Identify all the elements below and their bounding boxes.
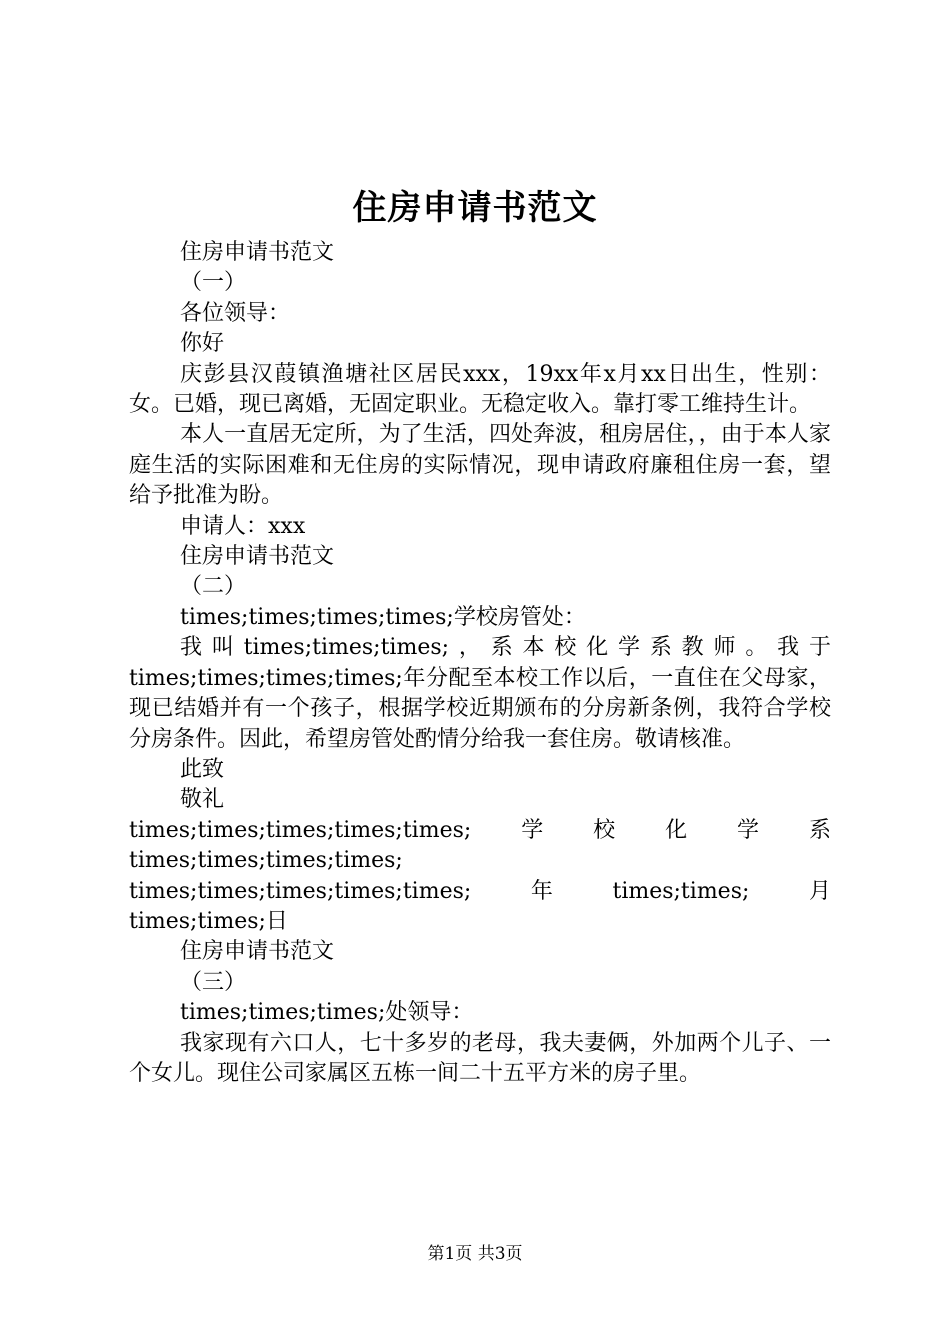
- document-body: [129, 238, 831, 1089]
- section-heading: 住房申请书范文: [180, 544, 335, 570]
- salutation: times;times;times;times;学校房管处：: [180, 604, 586, 630]
- signature-line: times;times;times;times;: [129, 848, 403, 874]
- closing-line: 此致: [180, 756, 225, 782]
- body-paragraph: 我家现有六口人，七十多岁的老母，我夫妻俩，外加两个儿子、一个女儿。现住公司家属区五栋一间二十五平方米的房子里。: [129, 1030, 831, 1086]
- salutation: times;times;times;处领导：: [180, 1000, 474, 1026]
- section-heading: 住房申请书范文: [180, 939, 335, 965]
- section-heading: 住房申请书范文: [180, 240, 335, 265]
- section-number: （一）: [180, 270, 247, 296]
- applicant-signature: 申请人：xxx: [180, 513, 306, 539]
- closing-line: 敬礼: [180, 787, 225, 813]
- salutation: 各位领导：: [180, 300, 291, 326]
- body-paragraph: 我叫times;times;times;，系本校化学系教师。我于times;times;times;times;年分配至本校工作以后，一直住在父母家，现已结婚并有一个孩子，根据学校近期颁布的分房新条例，我符合学校分房条件。因此，希望房管处酌情分给我一套住房。敬请核准。: [129, 635, 831, 752]
- signature-line: times;times;times;times;times;学校化学系: [129, 817, 831, 843]
- body-paragraph: 庆彭县汉葭镇渔塘社区居民xxx，19xx年x月xx日出生，性别：女。已婚，现已离婚，无固定职业。无稳定收入。靠打零工维持生计。: [129, 361, 831, 418]
- page-title: 住房申请书范文: [352, 188, 598, 228]
- section-number: （二）: [180, 574, 247, 600]
- page-footer: 第1页 共3页: [427, 1244, 523, 1264]
- greeting: 你好: [180, 331, 225, 357]
- date-line: times;times;日: [129, 908, 288, 934]
- section-number: （三）: [180, 969, 247, 995]
- body-paragraph: 本人一直居无定所，为了生活，四处奔波，租房居住，，由于本人家庭生活的实际困难和无住房的实际情况，现申请政府廉租住房一套，望给予批准为盼。: [129, 422, 831, 509]
- date-line: times;times;times;times;times;年times;times;月: [129, 878, 831, 904]
